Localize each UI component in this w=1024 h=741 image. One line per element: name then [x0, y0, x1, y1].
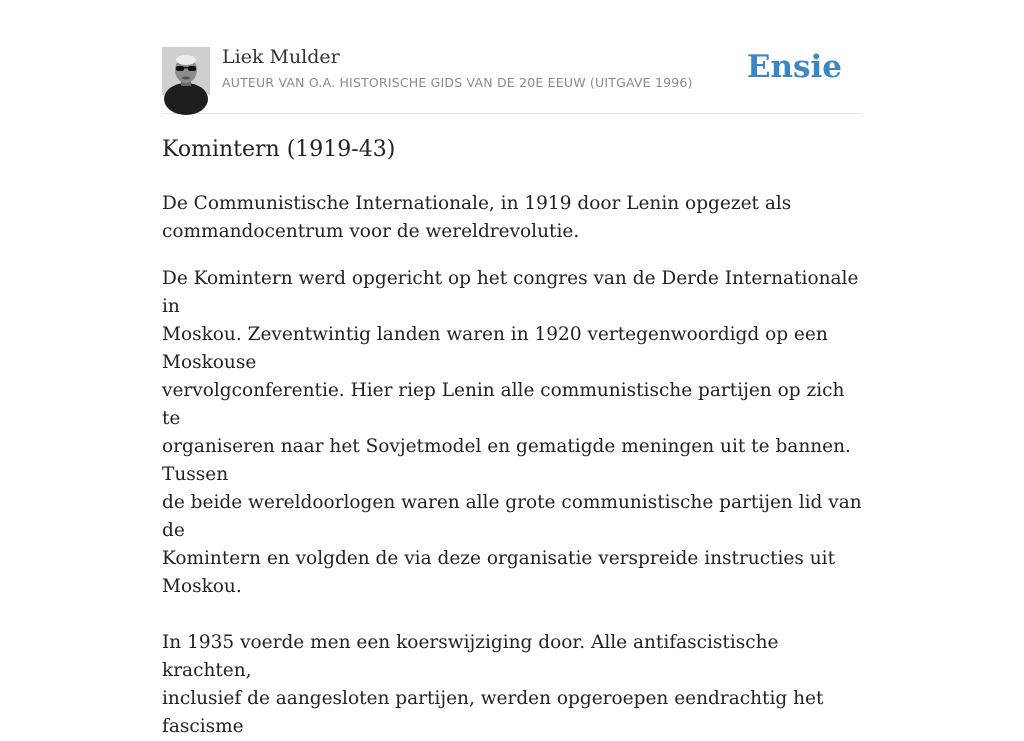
- author-bio: AUTEUR VAN O.A. HISTORISCHE GIDS VAN DE 20E EEUW (UITGAVE 1996): [222, 75, 693, 90]
- author-name[interactable]: Liek Mulder: [222, 46, 340, 68]
- article-title: Komintern (1919-43): [162, 137, 396, 162]
- paragraph-line: Moskou. Zeventwintig landen waren in 1920 vertegenwoordigd op een Moskouse: [162, 324, 828, 373]
- ensie-logo[interactable]: Ensie: [746, 49, 842, 85]
- article-body: [162, 190, 862, 741]
- paragraph-line: vervolgconferentie. Hier riep Lenin alle communistische partijen op zich te: [162, 380, 845, 429]
- article-paragraph-1: [162, 265, 862, 601]
- author-avatar[interactable]: [162, 47, 210, 95]
- author-header: [162, 44, 862, 114]
- paragraph-line: organiseren naar het Sovjetmodel en gematigde meningen uit te bannen. Tussen: [162, 436, 851, 485]
- paragraph-line: Komintern en volgden de via deze organisatie verspreide instructies uit Moskou.: [162, 548, 836, 597]
- paragraph-line: In 1935 voerde men een koerswijziging door. Alle antifascistische krachten,: [162, 632, 779, 681]
- paragraph-line: inclusief de aangesloten partijen, werden opgeroepen eendrachtig het fascisme: [162, 688, 824, 737]
- article-summary: De Communistische Internationale, in 1919 door Lenin opgezet als commandocentrum voor de wereldrevolutie.: [162, 193, 792, 242]
- paragraph-line: De Komintern werd opgericht op het congres van de Derde Internationale in: [162, 268, 859, 317]
- article-paragraph-2: [162, 629, 862, 741]
- paragraph-line: de beide wereldoorlogen waren alle grote communistische partijen lid van de: [162, 492, 862, 541]
- paragraph-gap: [162, 601, 862, 629]
- avatar-portrait-icon: [162, 47, 210, 95]
